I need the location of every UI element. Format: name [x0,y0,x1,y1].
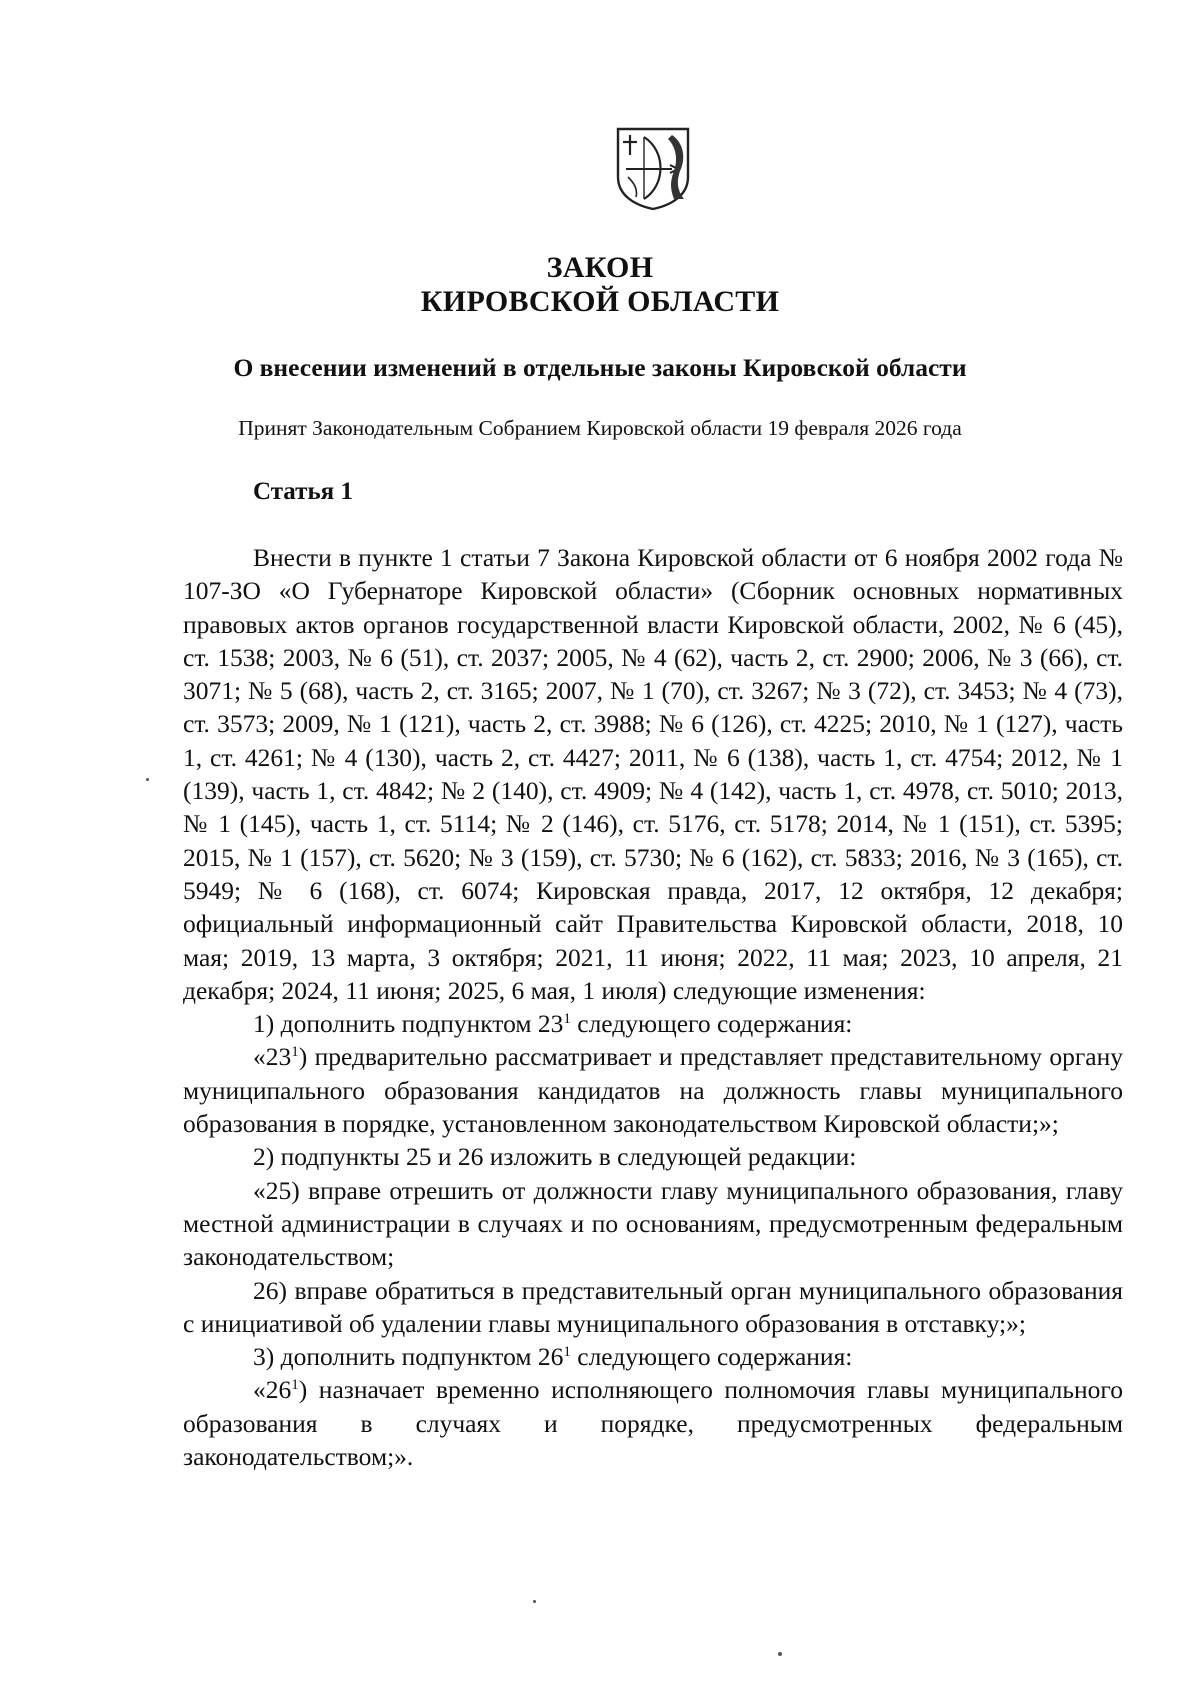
item-1-tail: следующего содержания: [570,1009,853,1039]
item-3-text: 3) дополнить подпунктом 26 [253,1342,564,1372]
item-3-sup: 1 [563,1344,571,1361]
item-3-quote-open: «26 [253,1375,292,1405]
intro-paragraph: Внести в пункте 1 статьи 7 Закона Кировской области от 6 ноября 2002 года № 107-ЗО «О Губернаторе Кировской области» (Сборник основных нормативных правовых актов органов государственной власти Кировской области, 2002, № 6 (45), ст. 1538; 2003, № 6 (51), ст. 2037; 2005, № 4 (62), часть 2, ст. 2900; 2006, № 3 (66), ст. 3071; № 5 (68), часть 2, ст. 3165; 2007, № 1 (70), ст. 3267; № 3 (72), ст. 3453; № 4 (73), ст. 3573; 2009, № 1 (121), часть 2, ст. 3988; № 6 (126), ст. 4225; 2010, № 1 (127), часть 1, ст. 4261; № 4 (130), часть 2, ст. 4427; 2011, № 6 (138), часть 1, ст. 4754; 2012, № 1 (139), часть 1, ст. 4842; № 2 (140), ст. 4909; № 4 (142), часть 1, ст. 4978, ст. 5010; 2013, № 1 (145), часть 1, ст. 5114; № 2 (146), ст. 5176, ст. 5178; 2014, № 1 (151), ст. 5395; 2015, № 1 (157), ст. 5620; № 3 (159), ст. 5730; № 6 (162), ст. 5833; 2016, № 3 (165), ст. 5949; № 6 (168), ст. 6074; Кировская правда, 2017, 12 октября, 12 декабря; официальный информационный сайт Правительства Кировской области, 2018, 10 мая; 2019, 13 марта, 3 октября; 2021, 11 июня; 2022, 11 мая; 2023, 10 апреля, 21 декабря; 2024, 11 июня; 2025, 6 мая, 1 июля) следующие изменения: [183,543,1123,1005]
scan-speck [146,778,149,781]
item-2-quote-25: «25) вправе отрешить от должности главу муниципального образования, главу местной администрации в случаях и по основаниям, предусмотренным федеральным законодательством; [183,1175,1123,1272]
item-1-quote-sup: 1 [291,1044,299,1061]
adoption-note: Принят Законодательным Собранием Кировской области 19 февраля 2026 года [238,416,962,440]
article-title: Статья 1 [253,478,353,505]
item-2: 2) подпункты 25 и 26 изложить в следующей редакции: [253,1142,857,1172]
item-1-quote-open: «23 [253,1042,292,1072]
item-3-quote-text: ) назначает временно исполняющего полномочия главы муниципального образования в случаях и порядке, предусмотренных федеральным законодательством;». [183,1375,1123,1472]
item-3-quote [183,1373,1123,1473]
item-1-text: 1) дополнить подпунктом 23 [253,1009,564,1039]
article-body [183,541,1123,1473]
item-1 [183,1007,1123,1040]
scan-speck [533,1600,536,1603]
item-3 [183,1340,1123,1373]
law-title: ЗАКОН [546,251,654,284]
item-3-tail: следующего содержания: [570,1342,853,1372]
document-heading: О внесении изменений в отдельные законы Кировской области [233,353,967,382]
item-3-quote-sup: 1 [291,1377,299,1394]
item-1-quote-text: ) предварительно рассматривает и представляет представительному органу муниципального образования кандидатов на должность главы муниципального образования в порядке, установленном законодательством Кировской области;»; [183,1042,1123,1139]
item-2-quote-26: 26) вправе обратиться в представительный орган муниципального образования с инициативой об удалении главы муниципального образования в отставку;»; [183,1275,1123,1338]
item-1-quote [183,1040,1123,1140]
item-1-sup: 1 [563,1011,571,1028]
coat-of-arms-icon [614,125,692,211]
region-title: КИРОВСКОЙ ОБЛАСТИ [420,285,780,318]
scan-speck [778,1652,782,1656]
